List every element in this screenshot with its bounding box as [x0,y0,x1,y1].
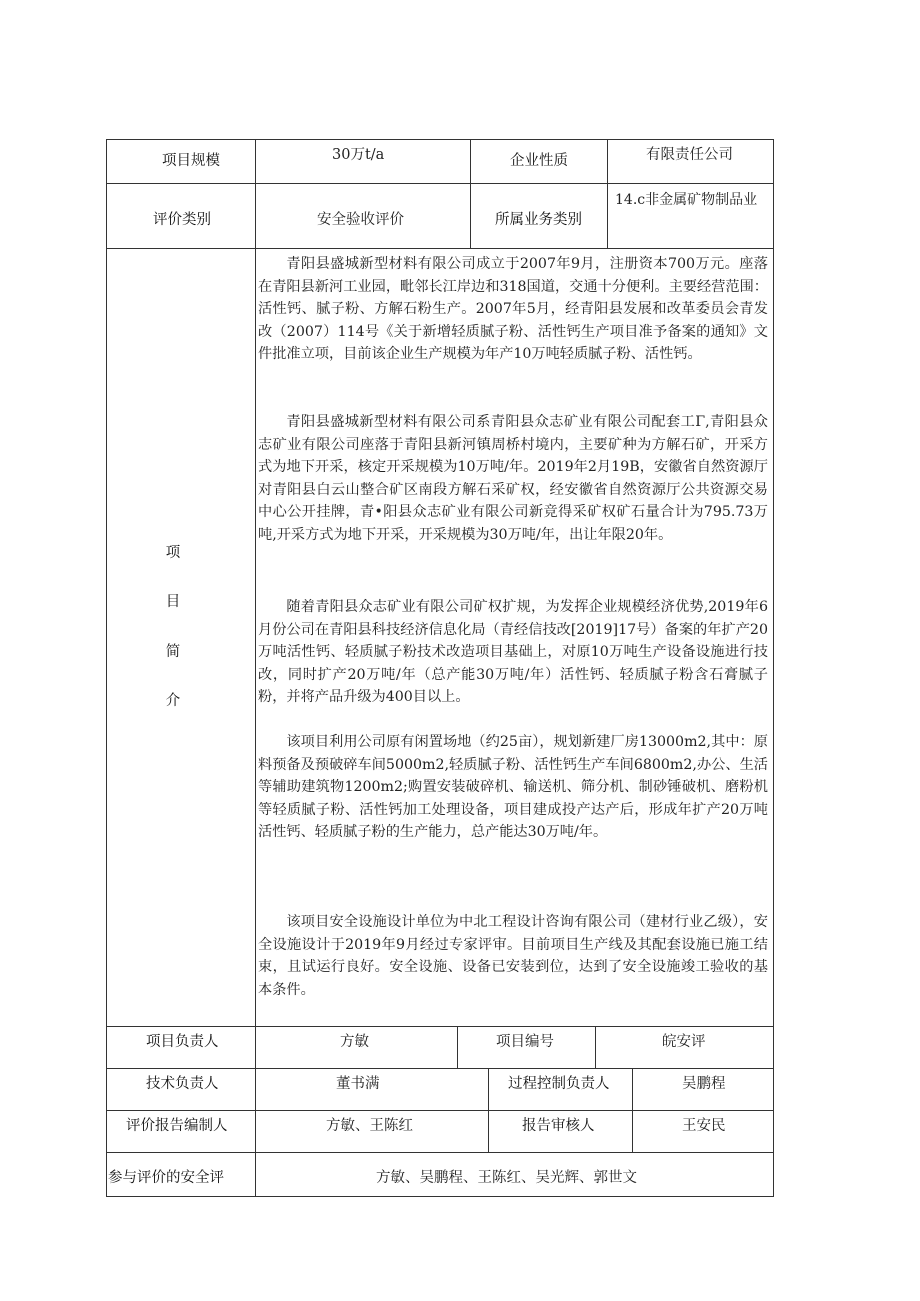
participants-label: 参与评价的安全评 [108,1170,224,1186]
table-border-right [773,139,774,1197]
project-number-value: 皖安评 [662,1034,706,1050]
table-row-divider [106,183,774,184]
process-control-label: 过程控制负责人 [508,1076,610,1092]
report-reviewer-label: 报告审核人 [522,1118,595,1134]
intro-paragraph-safety: 该项目安全设施设计单位为中北工程设计咨询有限公司（建材行业乙级），安全设施设计于2019年9月经过专家评审。目前项目生产线及其配套设施已施工结束，且试运行良好。安全设施、设备已安装到位，达到了安全设施竣工验收的基本条件。 [258,914,768,998]
table-column-divider [595,1026,596,1069]
project-scale-value: 30万t/a [332,147,385,163]
report-reviewer-value: 王安民 [682,1118,726,1134]
project-number-label: 项目编号 [496,1034,554,1050]
table-row-divider [106,1068,774,1069]
table-row-divider [106,248,774,249]
table-row-divider [106,1110,774,1111]
intro-paragraph-expansion: 随着青阳县众志矿业有限公司矿权扩规，为发挥企业规模经济优势,2019年6月份公司在青阳县科技经济信息化局（青经信技改[2019]17号）备案的年扩产20万吨活性钙、轻质腻子粉技术改造项目基础上，对原10万吨生产设备设施进行技改，同时扩产20万吨/年（总产能30万吨/年）活性钙、轻质腻子粉含石膏腻子粉，并将产品升级为400目以上。 [258,599,768,706]
business-category-label: 所属业务类别 [495,212,582,228]
intro-label-char: 目 [165,594,181,610]
business-category-value: 14.c非金属矿物制品业 [615,192,758,208]
table-border-bottom [106,1196,774,1197]
technical-lead-label: 技术负责人 [146,1076,219,1092]
project-scale-label: 项目规模 [162,153,220,169]
project-manager-value: 方敏 [340,1034,369,1050]
table-column-divider [255,139,256,1197]
table-row-divider [106,1026,774,1027]
intro-label-char: 简 [165,644,181,660]
table-column-divider [488,1068,489,1153]
technical-lead-value: 董书满 [336,1076,380,1092]
table-row-divider [106,1152,774,1153]
project-manager-label: 项目负责人 [146,1034,219,1050]
participants-value: 方敏、吴鹏程、王陈红、吴光辉、郭世文 [376,1170,637,1186]
table-border-top [106,139,774,140]
enterprise-nature-value: 有限责任公司 [646,147,733,163]
intro-paragraph-construction: 该项目利用公司原有闲置场地（约25亩），规划新建厂房13000m2,其中：原料预备及预破碎车间5000m2,轻质腻子粉、活性钙生产车间6800m2,办公、生活等辅助建筑物1200m2;购置安装破碎机、输送机、筛分机、制砂锤破机、磨粉机等轻质腻子粉、活性钙加工处理设备，项目建成投产达产后，形成年扩产20万吨活性钙、轻质腻子粉的生产能力，总产能达30万吨/年。 [258,734,768,841]
intro-paragraph-mining: 青阳县盛城新型材料有限公司系青阳县众志矿业有限公司配套工Γ,青阳县众志矿业有限公司座落于青阳县新河镇周桥村境内，主要矿种为方解石矿，开采方式为地下开采，核定开采规模为10万吨/年。2019年2月19B，安徽省自然资源厅对青阳县白云山整合矿区南段方解石采矿权，经安徽省自然资源厅公共资源交易中心公开挂牌，青•阳县众志矿业有限公司新竞得采矿权矿石量合计为795.73万吨,开采方式为地下开采，开采规模为30万吨/年，出让年限20年。 [258,414,768,543]
intro-label-char: 项 [165,545,181,561]
intro-paragraph-company: 青阳县盛城新型材料有限公司成立于2007年9月，注册资本700万元。座落在青阳县新河工业园，毗邻长江岸边和318国道，交通十分便利。主要经营范围：活性钙、腻子粉、方解石粉生产。2007年5月，经青阳县发展和改革委员会青发改（2007）114号《关于新增轻质腻子粉、活性钙生产项目准予备案的通知》文件批准立项，目前该企业生产规模为年产10万吨轻质腻子粉、活性钙。 [258,256,768,363]
intro-label-char: 介 [165,693,181,709]
table-column-divider [607,139,608,249]
report-author-value: 方敏、王陈红 [326,1118,413,1134]
evaluation-category-value: 安全验收评价 [317,212,404,228]
enterprise-nature-label: 企业性质 [510,153,568,169]
evaluation-category-label: 评价类别 [153,212,211,228]
table-column-divider [632,1068,633,1153]
table-column-divider [457,1026,458,1069]
process-control-value: 吴鹏程 [682,1076,726,1092]
table-column-divider [470,139,471,249]
table-border-left [106,139,107,1197]
report-author-label: 评价报告编制人 [126,1118,228,1134]
